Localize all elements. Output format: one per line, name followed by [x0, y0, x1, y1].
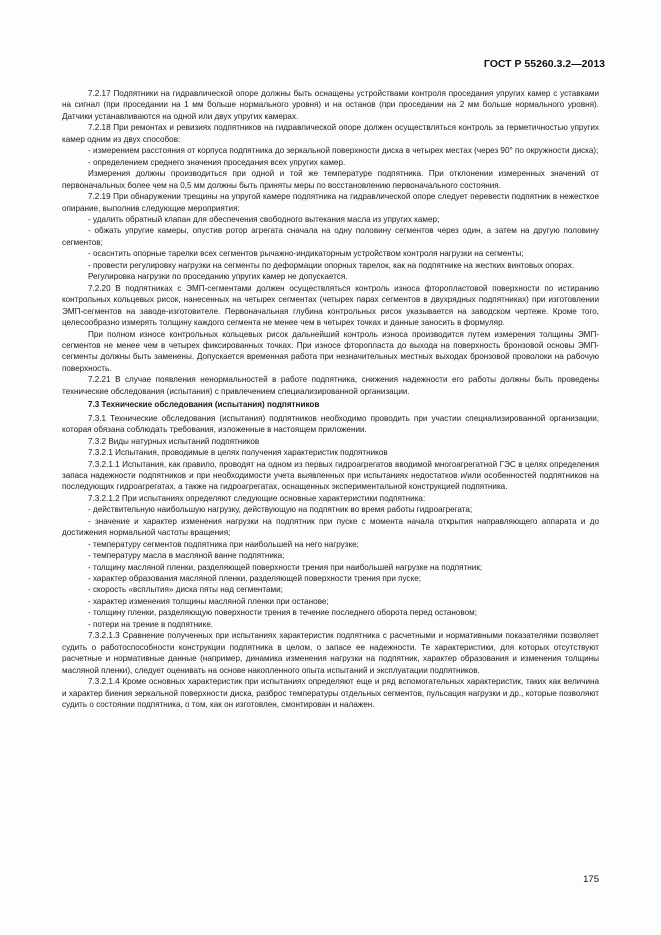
standard-header: ГОСТ Р 55260.3.2—2013: [483, 58, 605, 70]
list-item: - характер образования масляной пленки, разделяющей поверхности трения при пуске;: [88, 574, 421, 584]
paragraph: Измерения должны производиться при одной и той же температуре подпятника. При отклонении измеренных значений от первоначальных более чем на 0,5 мм должны быть приняты меры по восстановлению первоначального состояния.: [62, 169, 599, 190]
list-item: - значение и характер изменения нагрузки на подпятник при пуске с момента начала открытия направляющего аппарата и до достижения нормальной частоты вращения;: [62, 516, 599, 538]
paragraph: 7.3.2.1.2 При испытаниях определяют следующие основные характеристики подпятника:: [88, 493, 426, 503]
list-item: - обжать упругие камеры, опустив ротор агрегата сначала на одну половину сегментов через один, а затем на другую половину сегментов;: [62, 226, 599, 247]
paragraph: 7.3.2 Виды натурных испытаний подпятников: [88, 436, 260, 446]
paragraph: 7.2.19 При обнаружении трещины на упругой камере подпятника на гидравлической опоре следует перевести подпятник в нежесткое опирание, выполнив следующие мероприятия:: [62, 192, 599, 213]
paragraph: Регулировка нагрузки по проседанию упругих камер не допускается.: [88, 272, 348, 282]
paragraph: 7.3.2.1.4 Кроме основных характеристик при испытаниях определяют еще и ряд вспомогательных характеристик, таких как величина и характер биения зеркальной поверхности диска, разброс температуры отдельных сегментов, пульсация нагрузки и др., которые позволяют судить о состоянии подпятника, о том, как он изготовлен, смонтирован и налажен.: [62, 677, 599, 710]
list-item: - толщину масляной пленки, разделяющей поверхности трения при наибольшей нагрузке на подпятник;: [88, 562, 483, 572]
list-item: - потери на трение в подпятнике.: [88, 619, 214, 629]
paragraph: 7.2.21 В случае появления ненормальностей в работе подпятника, снижения надежности его работы должны быть проведены технические обследования (испытания) с привлечением специализированной организации.: [62, 375, 599, 396]
document-body: [62, 88, 599, 710]
list-item: - характер изменения толщины масляной пленки при останове;: [88, 596, 329, 606]
paragraph: 7.2.18 При ремонтах и ревизиях подпятников на гидравлической опоре должен осуществляться контроль за герметичностью упругих камер одним из двух способов:: [62, 123, 599, 144]
list-item: - измерением расстояния от корпуса подпятника до зеркальной поверхности диска в четырех местах (через 90° по окружности диска);: [88, 146, 599, 156]
list-item: - определением среднего значения проседания всех упругих камер.: [88, 157, 346, 167]
list-item: - скорость «всплытия» диска пяты над сегментами;: [88, 585, 283, 595]
paragraph: При полном износе контрольных кольцевых рисок дальнейший контроль износа производится путем измерения толщины ЭМП-сегментов не менее чем в четырех фиксированных точках. При износе фторопласта до выхода на поверхность бронзовой основы ЭМП-сегменты должны быть заменены. Допускается временная работа при незначительных местных выходах бронзовой проволоки на рабочую поверхность.: [62, 329, 599, 373]
paragraph: 7.3.1 Технические обследования (испытания) подпятников необходимо проводить при участии специализированной организации, которая обязана соблюдать требования, изложенные в настоящем приложении.: [62, 413, 599, 435]
paragraph: 7.3.2.1 Испытания, проводимые в целях получения характеристик подпятников: [88, 448, 388, 458]
list-item: - толщину пленки, разделяющую поверхности трения в течение последнего оборота перед остановом;: [88, 608, 477, 618]
paragraph: 7.2.20 В подпятниках с ЭМП-сегментами должен осуществляться контроль износа фторопластовой поверхности по истиранию контрольных кольцевых рисок, нанесенных на четырех сегментах (четырех парах сегментов в двухрядных подпятниках) при изготовлении ЭМП-сегментов на заводе-изготовителе. Первоначальная глубина контрольных рисок указывается на заводском чертеже. Кроме того, целесообразно измерять толщину каждого сегмента не менее чем в четырех точках и данные заносить в формуляр.: [62, 283, 599, 328]
section-heading: 7.3 Технические обследования (испытания) подпятников: [88, 400, 320, 410]
paragraph: 7.3.2.1.1 Испытания, как правило, проводят на одном из первых гидроагрегатов вводимой многоагрегатной ГЭС в целях определения запаса надежности подпятников и при необходимости учета выявленных при испытаниях недостатков и/или особенностей подпятников на последующих гидроагрегатах, а также на гидроагрегатах, оснащенных экспериментальной конструкцией подпятника.: [62, 459, 599, 492]
list-item: - действительную наибольшую нагрузку, действующую на подпятник во время работы гидроагрегата;: [88, 505, 473, 515]
paragraph: 7.3.2.1.3 Сравнение полученных при испытаниях характеристик подпятника с расчетными и нормативными показателями позволяет судить о работоспособности конструкции подпятника в целом, о запасе ее надежности. Те характеристики, для которых отсутствуют расчетные и нормативные данные (например, динамика изменения нагрузки на подпятник, характер образования и изменения толщины масляной пленки), следует оценивать на основе накопленного опыта испытаний и эксплуатации подпятников.: [62, 631, 599, 675]
list-item: - удалить обратный клапан для обеспечения свободного вытекания масла из упругих камер;: [88, 214, 440, 224]
page-number: 175: [583, 874, 599, 885]
list-item: - температуру сегментов подпятника при наибольшей на него нагрузке;: [88, 539, 359, 549]
paragraph: 7.2.17 Подпятники на гидравлической опоре должны быть оснащены устройствами контроля проседания упругих камер с уставками на сигнал (при проседании на 1 мм больше нормального уровня) и на останов (при проседании на 2 мм больше нормального уровня). Датчики устанавливаются на одной или двух упругих камерах.: [62, 89, 599, 121]
list-item: - осаснтить опорные тарелки всех сегментов рычажно-индикаторным устройством контроля нагрузки на сегменты;: [88, 249, 524, 259]
list-item: - провести регулировку нагрузки на сегменты по деформации опорных тарелок, как на подпятнике на жестких винтовых опорах.: [88, 260, 575, 270]
list-item: - температуру масла в масляной ванне подпятника;: [88, 551, 285, 561]
